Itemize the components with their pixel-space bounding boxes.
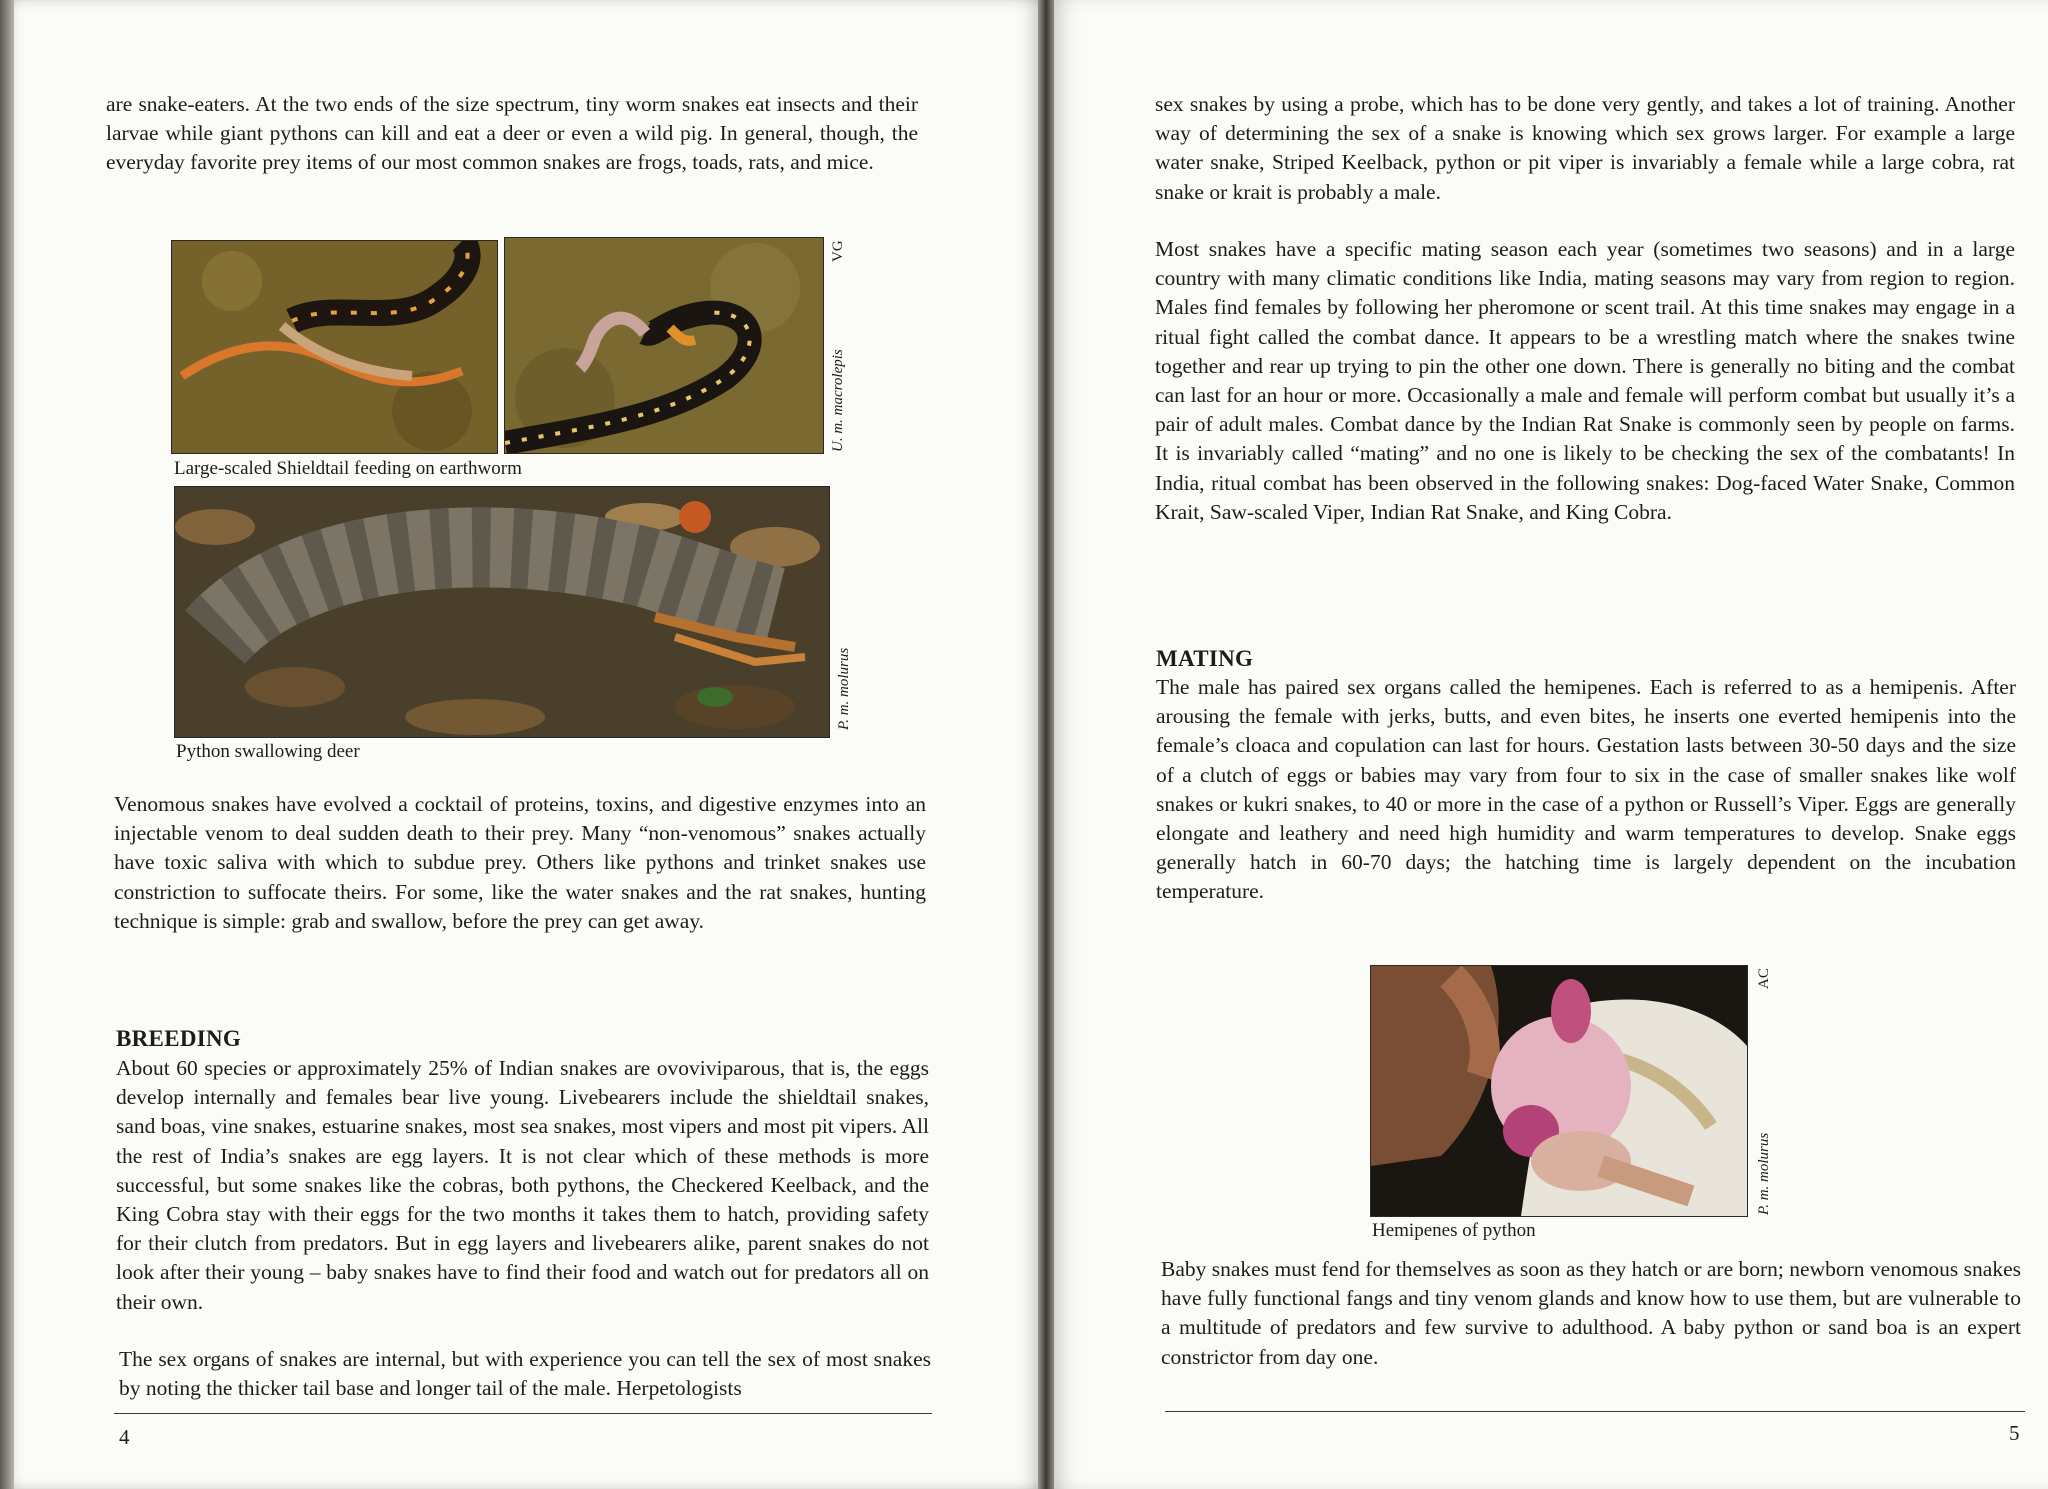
- shieldtail-photo-2: [504, 237, 824, 454]
- figure3-credit-photographer: AC: [1756, 968, 1772, 989]
- shieldtail-photo-2-image: [505, 238, 823, 453]
- venom-paragraph: Venomous snakes have evolved a cocktail of proteins, toxins, and digestive enzymes into an injectable venom to deal sudden death to their prey. Many “non-venomous” snakes actually have toxic saliva with which to subdue prey. Others like pythons and trinket snakes use constriction to suffocate theirs. For some, like the water snakes and the rat snakes, hunting technique is simple: grab and swallow, before the prey can get away.: [114, 792, 926, 933]
- footer-rule-right: [1165, 1411, 2025, 1412]
- page-number-left: 4: [119, 1425, 130, 1449]
- figure2-credit-species: P. m. molurus: [836, 647, 852, 730]
- footer-rule-left: [114, 1413, 932, 1414]
- page-edge-shadow: [0, 0, 14, 1489]
- hemipenes-photo-image: [1371, 966, 1747, 1216]
- hemipenes-photo: [1370, 965, 1748, 1217]
- figure2-caption: Python swallowing deer: [176, 741, 360, 762]
- book-gutter: [1038, 0, 1054, 1489]
- intro-paragraph: are snake-eaters. At the two ends of the size spectrum, tiny worm snakes eat insects and their larvae while giant pythons can kill and eat a deer or even a wild pig. In general, though, the everyday favorite prey items of our most common snakes are frogs, toads, rats, and mice.: [106, 92, 918, 175]
- season-paragraph: Most snakes have a specific mating season each year (sometimes two seasons) and in a large country with many climatic conditions like India, mating seasons may vary from region to region. Males find females by following her pheromone or scent trail. At this time snakes may engage in a ritual fight called the combat dance. It appears to be a wrestling match where the snakes twine together and rear up trying to pin the other one down. There is generally no biting and the combat can last for an hour or more. Occasionally a male and female will perform combat but usually it’s a pair of adult males. Combat dance by the Indian Rat Snake is commonly seen by people on farms. It is invariably called “mating” and no one is likely to be checking the sex of the combatants! In India, ritual combat has been observed in the following snakes: Dog-faced Water Snake, Common Krait, Saw-scaled Viper, Indian Rat Snake, and King Cobra.: [1155, 237, 2015, 524]
- shieldtail-photo-1: [171, 240, 498, 454]
- page-number-right: 5: [2009, 1421, 2020, 1445]
- python-photo: [174, 486, 830, 738]
- shieldtail-photo-1-image: [172, 241, 497, 453]
- mating-heading: MATING: [1156, 646, 1254, 671]
- figure1-credit-photographer: VG: [830, 240, 846, 262]
- python-photo-image: [175, 487, 829, 737]
- sex-paragraph: The sex organs of snakes are internal, but with experience you can tell the sex of most snakes by noting the thicker tail base and longer tail of the male. Herpetologists: [119, 1347, 931, 1401]
- baby-paragraph: Baby snakes must fend for themselves as soon as they hatch or are born; newborn venomous snakes have fully functional fangs and tiny venom glands and know how to use them, but are vulnerable to a multitude of predators and few survive to adulthood. A baby python or sand boa is an expert constrictor from day one.: [1161, 1257, 2021, 1369]
- figure1-caption: Large-scaled Shieldtail feeding on earthworm: [174, 458, 522, 479]
- figure1-credit-species: U. m. macrolepis: [830, 349, 846, 452]
- probe-paragraph: sex snakes by using a probe, which has to be done very gently, and takes a lot of training. Another way of determining the sex of a snake is knowing which sex grows larger. For example a large water snake, Striped Keelback, python or pit viper is invariably a female while a large cobra, rat snake or krait is probably a male.: [1155, 92, 2015, 204]
- mating-paragraph: The male has paired sex organs called the hemipenes. Each is referred to as a hemipenis. After arousing the female with jerks, butts, and even bites, he inserts one everted hemipenis into the female’s cloaca and copulation can last for hours. Gestation lasts between 30-50 days and the size of a clutch of eggs or babies may vary from four to six in the case of smaller snakes like wolf snakes or kukri snakes, to 40 or more in the case of a python or Russell’s Viper. Eggs are generally elongate and leathery and need high humidity and warm temperatures to develop. Snake eggs generally hatch in 60-70 days; the hatching time is largely dependent on the incubation temperature.: [1156, 675, 2016, 904]
- breeding-paragraph: About 60 species or approximately 25% of Indian snakes are ovoviviparous, that is, the eggs develop internally and females bear live young. Livebearers include the shieldtail snakes, sand boas, vine snakes, estuarine snakes, most sea snakes, most vipers and most pit vipers. All the rest of India’s snakes are egg layers. It is not clear which of these methods is more successful, but some snakes like the cobras, both pythons, the Checkered Keelback, and the King Cobra stay with their eggs for the two months it takes them to hatch, providing safety for their clutch from predators. But in egg layers and livebearers alike, parent snakes do not look after their young – baby snakes have to find their food and watch out for predators all on their own.: [116, 1056, 929, 1314]
- figure3-caption: Hemipenes of python: [1372, 1220, 1536, 1241]
- breeding-heading: BREEDING: [116, 1026, 242, 1051]
- figure3-credit-species: P. m. molurus: [1756, 1132, 1772, 1215]
- right-page: [1045, 0, 2048, 1489]
